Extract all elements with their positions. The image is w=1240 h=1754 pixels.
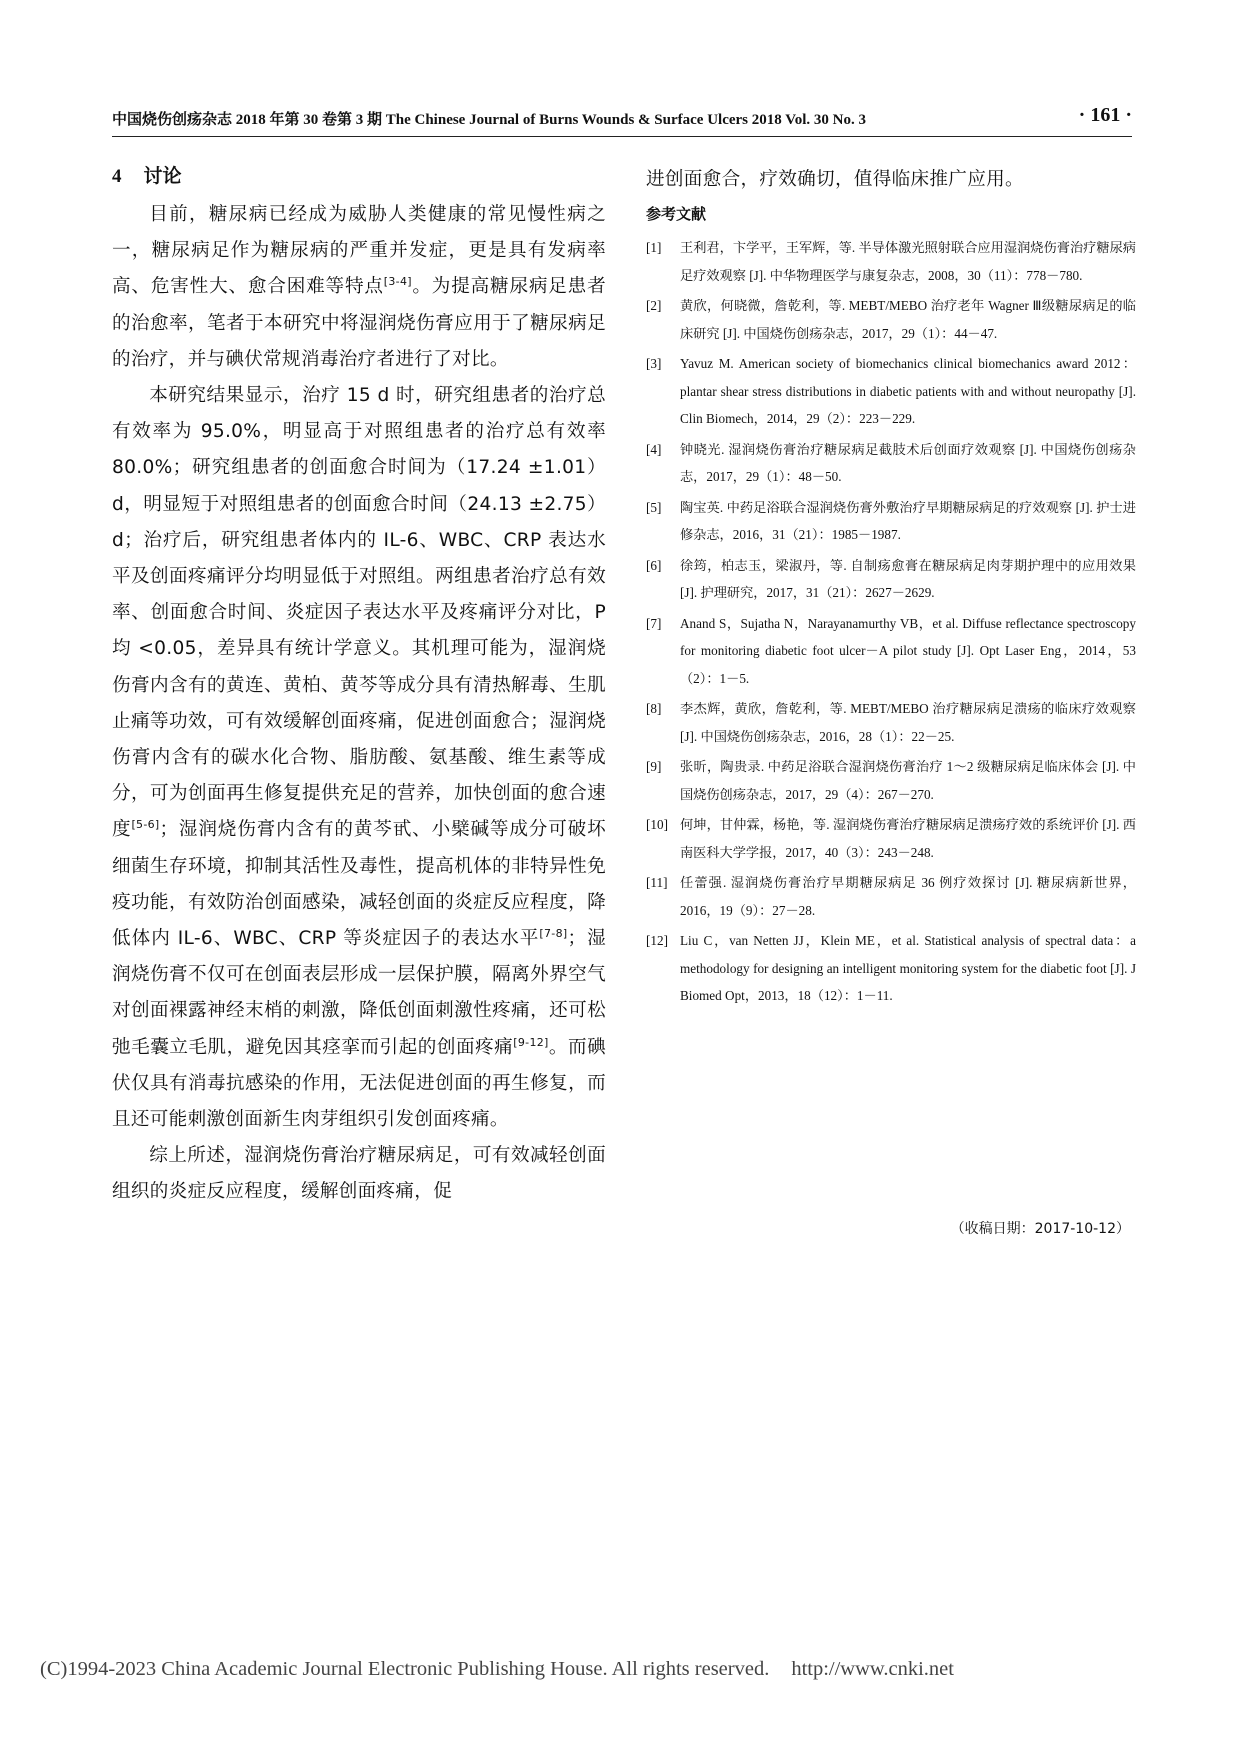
reference-number: [6]: [646, 557, 662, 573]
cnki-link[interactable]: http://www.cnki.net: [791, 1658, 954, 1680]
reference-item: [646, 494, 1136, 549]
reference-item: [646, 869, 1136, 924]
reference-text: 黄欣，何晓微，詹乾利，等. MEBT/MEBO 治疗老年 Wagner Ⅲ级糖尿病足的临床研究 [J]. 中国烧伤创疡杂志，2017，29（1）：44－47.: [680, 298, 1136, 341]
left-column: [112, 162, 606, 1211]
reference-text: 张昕，陶贵录. 中药足浴联合湿润烧伤膏治疗 1～2 级糖尿病足临床体会 [J]. 中国烧伤创疡杂志，2017，29（4）：267－270.: [680, 759, 1136, 802]
reference-item: [646, 292, 1136, 347]
citation[interactable]: [9-12]: [513, 1035, 549, 1049]
reference-number: [4]: [646, 441, 662, 457]
reference-text: 陶宝英. 中药足浴联合湿润烧伤膏外敷治疗早期糖尿病足的疗效观察 [J]. 护士进修杂志，2016，31（21）：1985－1987.: [680, 499, 1136, 543]
reference-text: 钟晓光. 湿润烧伤膏治疗糖尿病足截肢术后创面疗效观察 [J]. 中国烧伤创疡杂志，2017，29（1）：48－50.: [680, 441, 1136, 485]
reference-number: [10]: [646, 817, 668, 833]
running-header: [112, 104, 1132, 136]
paragraph-conclusion: [112, 1138, 606, 1210]
citation[interactable]: [3-4]: [383, 275, 412, 289]
section-title: 讨论: [143, 165, 182, 187]
reference-item: [646, 436, 1136, 491]
header-rule: [112, 136, 1132, 137]
copyright-footer: [40, 1658, 954, 1681]
reference-list: [646, 234, 1136, 1010]
reference-text: 任蕾强. 湿润烧伤膏治疗早期糖尿病足 36 例疗效探讨 [J]. 糖尿病新世界，2016，19（9）：27－28.: [680, 875, 1136, 918]
reference-item: [646, 610, 1136, 693]
paragraph-text: 。而碘伏仅具有消毒抗感染的作用，无法促进创面的再生修复，而且还可能刺激创面新生肉芽组织引发创面疼痛。: [112, 1036, 606, 1131]
section-heading: [112, 162, 606, 191]
right-column: [646, 162, 1136, 1237]
reference-number: [3]: [646, 356, 662, 372]
reference-number: [5]: [646, 499, 662, 515]
references-heading: 参考文献: [646, 205, 707, 224]
citation[interactable]: [5-6]: [131, 818, 160, 832]
paragraph-text: ；湿润烧伤膏内含有的黄芩甙、小檗碱等成分可破坏细菌生存环境，抑制其活性及毒性，提高机体的非特异性免疫功能，有效防治创面感染，减轻创面的炎症反应程度，降低体内 IL-6、WBC、CRP 等炎症因子的表达水平: [112, 819, 606, 950]
reference-text: 王利君，卞学平，王军辉，等. 半导体激光照射联合应用湿润烧伤膏治疗糖尿病足疗效观察 [J]. 中华物理医学与康复杂志，2008，30（11）：778－780.: [680, 240, 1136, 283]
reference-item: [646, 695, 1136, 750]
reference-item: [646, 552, 1136, 607]
reference-item: [646, 753, 1136, 808]
received-date: （收稿日期：2017-10-12）: [950, 1221, 1130, 1237]
reference-item: [646, 234, 1136, 289]
paragraph-text: ；湿润烧伤膏不仅可在创面表层形成一层保护膜，隔离外界空气对创面裸露神经末梢的刺激，降低创面刺激性疼痛，还可松弛毛囊立毛肌，避免因其痉挛而引起的创面疼痛: [112, 928, 606, 1058]
reference-text: 徐筠，柏志玉，梁淑丹，等. 自制疡愈膏在糖尿病足肉芽期护理中的应用效果 [J]. 护理研究，2017，31（21）：2627－2629.: [680, 557, 1136, 601]
reference-text: Liu C，van Netten JJ，Klein ME，et al. Statistical analysis of spectral data：a methodology for designing an intelligent monitoring system for the diabetic foot [J]. J Biomed Opt，2013，18（12）：1－11.: [680, 933, 1136, 1004]
citation[interactable]: [7-8]: [539, 926, 568, 940]
reference-number: [8]: [646, 701, 662, 717]
journal-citation: 中国烧伤创疡杂志 2018 年第 30 卷第 3 期 The Chinese Journal of Burns Wounds & Surface Ulcers 2018 Vol. 30 No. 3: [112, 112, 866, 128]
reference-text: Yavuz M. American society of biomechanics clinical biomechanics award 2012：plantar shear stress distributions in diabetic patients with and without neuropathy [J]. Clin Biomech，2014，29（2）：223－229.: [680, 356, 1136, 427]
reference-number: [12]: [646, 933, 668, 949]
reference-text: 李杰辉，黄欣，詹乾利，等. MEBT/MEBO 治疗糖尿病足溃疡的临床疗效观察 [J]. 中国烧伤创疡杂志，2016，28（1）：22－25.: [680, 701, 1136, 744]
reference-number: [7]: [646, 615, 662, 631]
reference-number: [2]: [646, 298, 662, 314]
paragraph-continuation: 进创面愈合，疗效确切，值得临床推广应用。: [646, 169, 1024, 190]
reference-item: [646, 811, 1136, 866]
copyright-text: (C)1994-2023 China Academic Journal Electronic Publishing House. All rights reserved.: [40, 1658, 770, 1680]
paragraph-text: 本研究结果显示，治疗 15 d 时，研究组患者的治疗总有效率为 95.0%，明显高于对照组患者的治疗总有效率 80.0%；研究组患者的创面愈合时间为（17.24 ±1.01） d，明显短于对照组患者的创面愈合时间（24.13 ±2.75） d；治疗后，研究组患者体内的 IL-6、WBC、CRP 表达水平及创面疼痛评分均明显低于对照组。两组患者治疗总有效率、创面愈合时间、炎症因子表达水平及疼痛评分对比，P 均 <0.05，差异具有统计学意义。其机理可能为，湿润烧伤膏内含有的黄连、黄柏、黄芩等成分具有清热解毒、生肌止痛等功效，可有效缓解创面疼痛，促进创面愈合；湿润烧伤膏内含有的碳水化合物、脂肪酸、氨基酸、维生素等成分，可为创面再生修复提供充足的营养，加快创面的愈合速度: [112, 385, 606, 841]
page-number: · 161 ·: [1078, 104, 1132, 126]
reference-number: [1]: [646, 240, 662, 256]
reference-item: [646, 927, 1136, 1010]
reference-text: 何坤，甘仲霖，杨艳，等. 湿润烧伤膏治疗糖尿病足溃疡疗效的系统评价 [J]. 西南医科大学学报，2017，40（3）：243－248.: [680, 817, 1136, 860]
paragraph-text: 。为提高糖尿病足患者的治愈率，笔者于本研究中将湿润烧伤膏应用于了糖尿病足的治疗，并与碘伏常规消毒治疗者进行了对比。: [112, 276, 606, 370]
paragraph-results: [112, 378, 606, 1138]
reference-text: Anand S，Sujatha N，Narayanamurthy VB，et al. Diffuse reflectance spectroscopy for monitoring diabetic foot ulcer－A pilot study [J]. Opt Laser Eng，2014，53（2）：1－5.: [680, 615, 1136, 686]
reference-number: [9]: [646, 759, 662, 775]
paragraph-text: 目前，糖尿病已经成为威胁人类健康的常见慢性病之一，糖尿病足作为糖尿病的严重并发症，更是具有发病率高、危害性大、愈合困难等特点: [112, 204, 606, 298]
reference-item: [646, 350, 1136, 433]
paragraph-intro: [112, 197, 606, 378]
section-number: 4: [112, 166, 122, 187]
reference-number: [11]: [646, 875, 668, 891]
paragraph-text: 综上所述，湿润烧伤膏治疗糖尿病足，可有效减轻创面组织的炎症反应程度，缓解创面疼痛，促: [112, 1145, 606, 1203]
